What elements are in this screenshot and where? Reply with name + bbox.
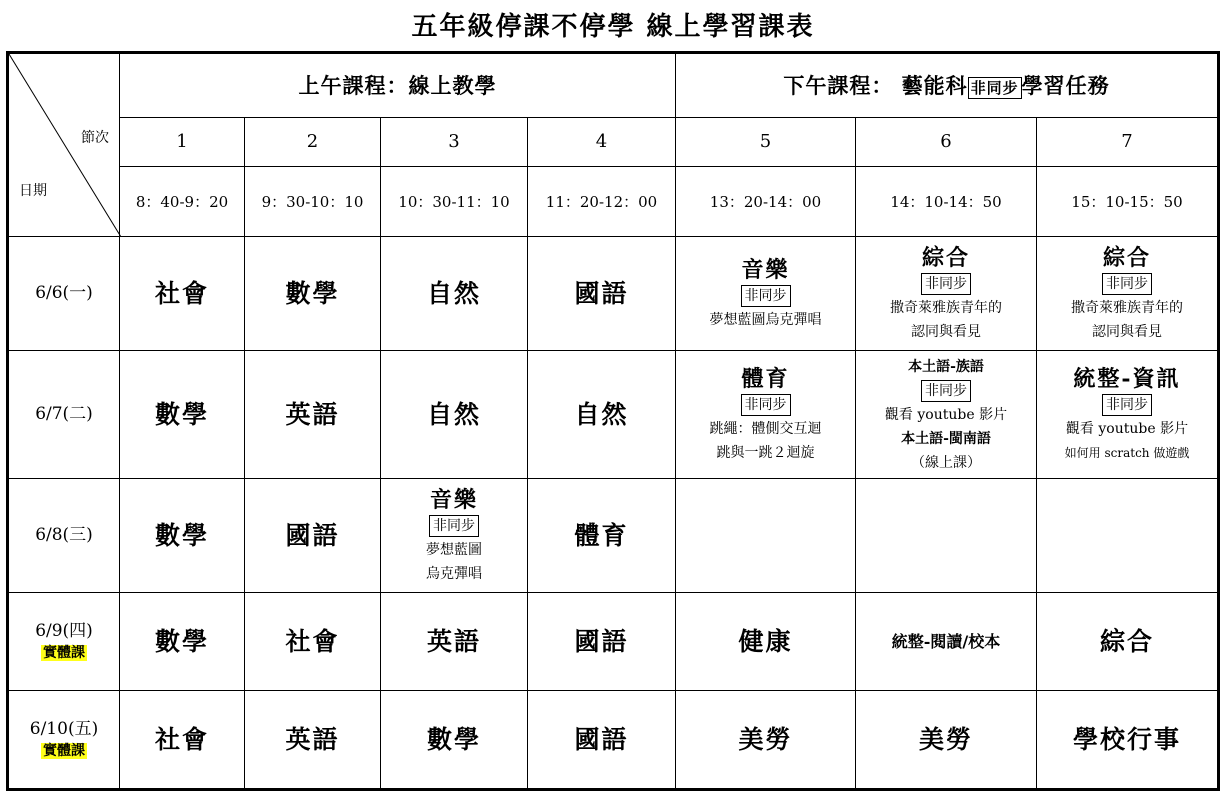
period-corner-label: 節次 xyxy=(81,130,109,146)
async-badge: 非同步 xyxy=(741,394,791,416)
afternoon-header-prefix: 下午課程： 藝能科 xyxy=(783,72,968,98)
task-note: 烏克彈唱 xyxy=(426,565,482,582)
subject-cell: 美勞 xyxy=(856,691,1037,790)
period-time: 8：40-9：20 xyxy=(120,167,245,237)
subject-name: 音樂 xyxy=(429,486,478,513)
table-row xyxy=(8,237,1219,351)
period-time: 15：10-15：50 xyxy=(1037,167,1219,237)
date-cell: 6/8(三) xyxy=(8,479,120,593)
subject-cell: 數學 xyxy=(120,593,245,691)
subject-cell: 數學 xyxy=(120,351,245,479)
period-number: 3 xyxy=(381,118,528,167)
corner-cell xyxy=(8,53,120,237)
period-time: 14：10-14：50 xyxy=(856,167,1037,237)
async-subject-cell xyxy=(1037,351,1219,479)
subject-cell: 統整-閱讀/校本 xyxy=(856,593,1037,691)
subject-cell: 英語 xyxy=(381,593,528,691)
period-time: 9：30-10：10 xyxy=(245,167,381,237)
page-title: 五年級停課不停學 線上學習課表 xyxy=(411,12,815,42)
async-badge: 非同步 xyxy=(968,77,1022,99)
task-note: 撒奇萊雅族青年的 xyxy=(1071,299,1183,316)
async-subject-cell xyxy=(676,237,856,351)
date-corner-label: 日期 xyxy=(19,183,47,199)
async-badge: 非同步 xyxy=(921,380,971,402)
subject-cell: 社會 xyxy=(245,593,381,691)
subject-cell: 自然 xyxy=(528,351,676,479)
table-row xyxy=(8,351,1219,479)
subject-cell: 國語 xyxy=(528,593,676,691)
subject-cell: 美勞 xyxy=(676,691,856,790)
async-subject-cell xyxy=(856,351,1037,479)
subject-cell: 社會 xyxy=(120,691,245,790)
subject-cell: 國語 xyxy=(528,237,676,351)
async-badge: 非同步 xyxy=(741,285,791,307)
subject-name: 統整-資訊 xyxy=(1073,365,1181,392)
subject-cell: 英語 xyxy=(245,351,381,479)
subject-name: 音樂 xyxy=(741,256,790,283)
subject-cell: 體育 xyxy=(528,479,676,593)
period-number: 1 xyxy=(120,118,245,167)
period-number: 5 xyxy=(676,118,856,167)
async-badge: 非同步 xyxy=(1102,273,1152,295)
subject-name: 體育 xyxy=(741,365,790,392)
period-number: 2 xyxy=(245,118,381,167)
task-note: （線上課） xyxy=(911,454,981,471)
task-note: 觀看 youtube 影片 xyxy=(884,406,1008,423)
async-subject-cell xyxy=(676,351,856,479)
subject-cell: 社會 xyxy=(120,237,245,351)
period-time: 11：20-12：00 xyxy=(528,167,676,237)
in-person-tag: 實體課 xyxy=(43,742,85,759)
subject-cell: 數學 xyxy=(245,237,381,351)
async-subject-cell xyxy=(856,237,1037,351)
subject-cell: 學校行事 xyxy=(1037,691,1219,790)
async-badge: 非同步 xyxy=(429,515,479,537)
subject-name: 綜合 xyxy=(921,244,970,271)
task-note: 如何用 scratch 做遊戲 xyxy=(1064,445,1190,460)
empty-cell xyxy=(856,479,1037,593)
task-note: 跳與一跳２迴旋 xyxy=(716,444,815,461)
table-row xyxy=(8,479,1219,593)
table-row xyxy=(8,593,1219,691)
date-cell: 6/7(二) xyxy=(8,351,120,479)
subject-name: 綜合 xyxy=(1102,244,1151,271)
empty-cell xyxy=(676,479,856,593)
async-badge: 非同步 xyxy=(921,273,971,295)
period-number: 4 xyxy=(528,118,676,167)
subject-cell: 自然 xyxy=(381,237,528,351)
afternoon-header-suffix: 學習任務 xyxy=(1021,72,1110,98)
subject-name: 本土語-族語 xyxy=(908,358,984,375)
task-note: 觀看 youtube 影片 xyxy=(1065,420,1189,437)
subject-name: 本土語-閩南語 xyxy=(901,430,991,447)
subject-cell: 數學 xyxy=(120,479,245,593)
task-note: 認同與看見 xyxy=(911,323,981,340)
date-cell xyxy=(8,593,120,691)
period-number: 7 xyxy=(1037,118,1219,167)
task-note: 夢想藍圖 xyxy=(426,541,482,558)
date-label: 6/9(四) xyxy=(35,621,93,642)
task-note: 跳繩：體側交互迴 xyxy=(709,420,822,437)
morning-header: 上午課程：線上教學 xyxy=(120,53,676,118)
date-cell xyxy=(8,691,120,790)
task-note: 夢想藍圖烏克彈唱 xyxy=(709,311,822,328)
period-time: 13：20-14：00 xyxy=(676,167,856,237)
task-note: 撒奇萊雅族青年的 xyxy=(890,299,1002,316)
subject-cell: 英語 xyxy=(245,691,381,790)
subject-cell: 國語 xyxy=(528,691,676,790)
schedule-table xyxy=(6,51,1220,791)
empty-cell xyxy=(1037,479,1219,593)
subject-cell: 健康 xyxy=(676,593,856,691)
subject-cell: 綜合 xyxy=(1037,593,1219,691)
afternoon-header xyxy=(676,53,1219,118)
subject-cell: 數學 xyxy=(381,691,528,790)
async-subject-cell xyxy=(1037,237,1219,351)
date-cell: 6/6(一) xyxy=(8,237,120,351)
table-row xyxy=(8,691,1219,790)
subject-cell: 國語 xyxy=(245,479,381,593)
in-person-tag: 實體課 xyxy=(43,644,85,661)
date-label: 6/10(五) xyxy=(29,719,99,740)
async-badge: 非同步 xyxy=(1102,394,1152,416)
period-time: 10：30-11：10 xyxy=(381,167,528,237)
period-number: 6 xyxy=(856,118,1037,167)
task-note: 認同與看見 xyxy=(1092,323,1162,340)
subject-cell: 自然 xyxy=(381,351,528,479)
async-subject-cell xyxy=(381,479,528,593)
